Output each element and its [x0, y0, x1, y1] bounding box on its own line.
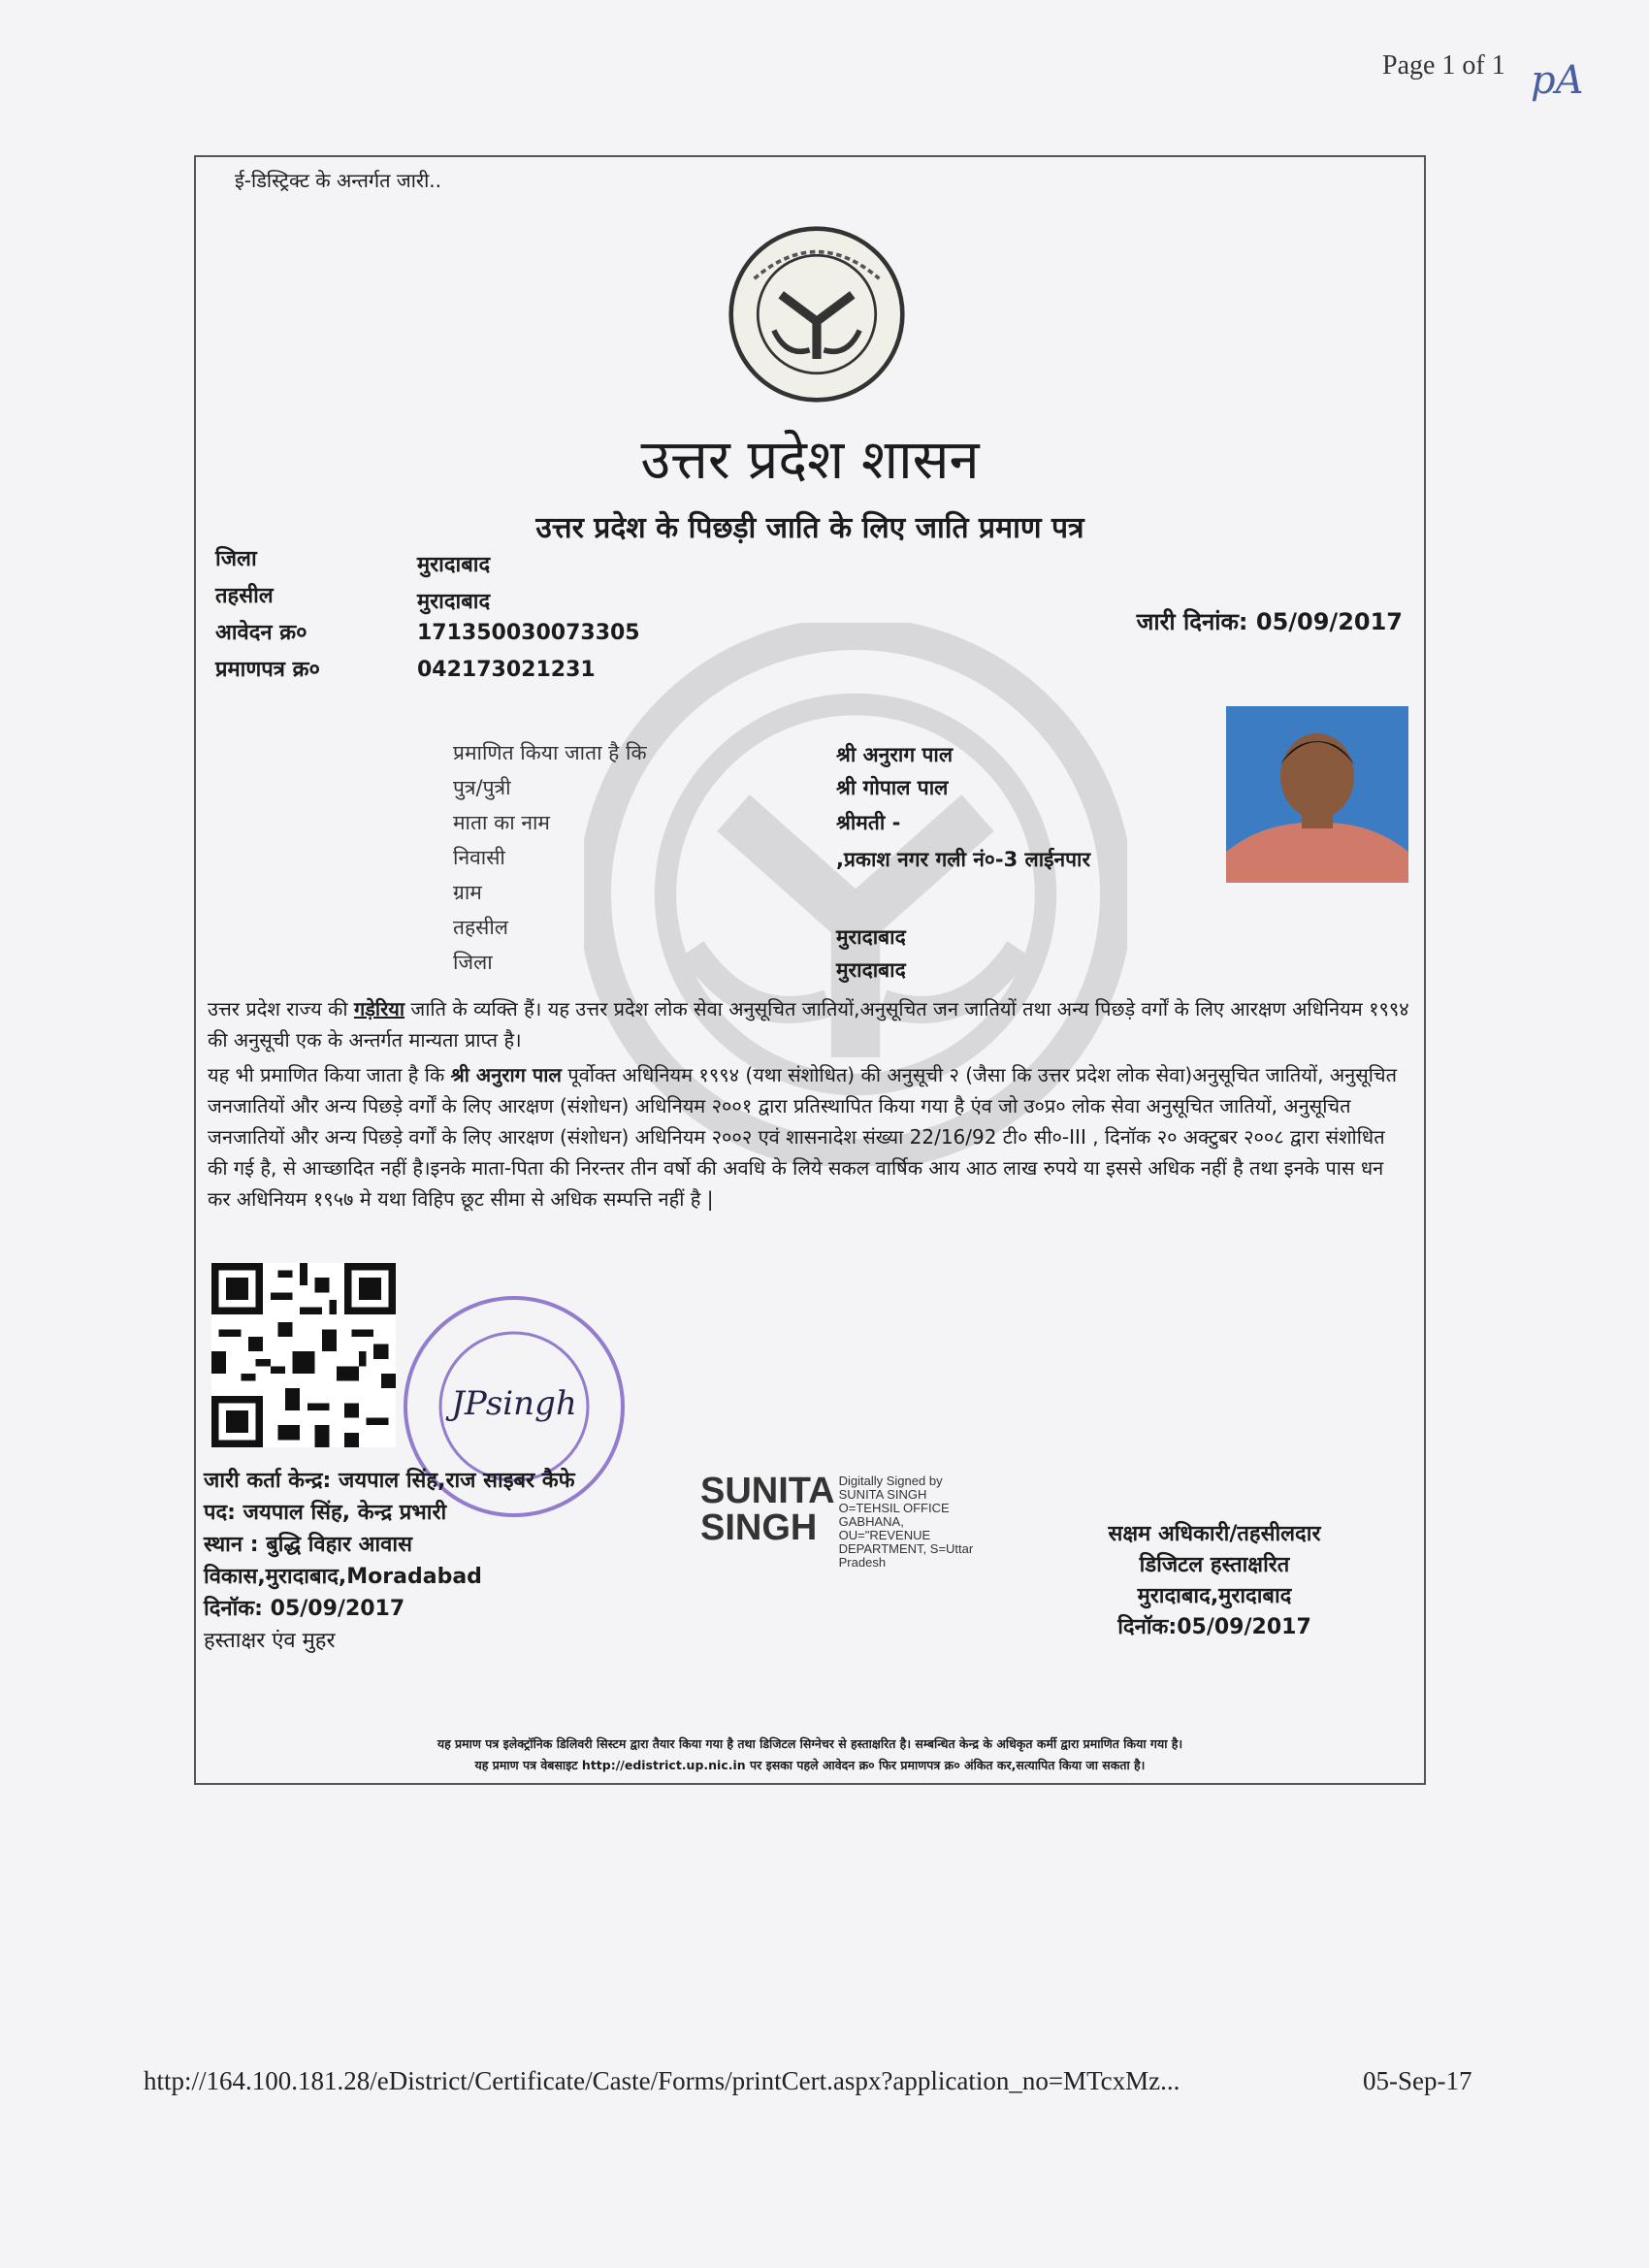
resident-address: ,प्रकाश नगर गली नं०-3 लाईनपार	[836, 848, 1091, 871]
applicant-photo	[1226, 706, 1408, 883]
certificate-no-label: प्रमाणपत्र क्र०	[215, 658, 320, 682]
officer-title: सक्षम अधिकारी/तहसीलदार	[1108, 1522, 1321, 1546]
application-no-label: आवेदन क्र०	[215, 621, 307, 645]
officer-place: मुरादाबाद,मुरादाबाद	[1137, 1584, 1292, 1608]
stamp-signature: JPsingh	[451, 1384, 577, 1423]
district-value: मुरादाबाद	[417, 553, 491, 577]
village-label: ग्राम	[453, 881, 482, 904]
parent-label: पुत्र/पुत्री	[453, 776, 511, 799]
certificate-no-value: 042173021231	[417, 658, 596, 682]
para1-start: उत्तर प्रदेश राज्य की	[208, 997, 354, 1021]
signature-detail: Digitally Signed by SUNITA SINGH O=TEHSIL OFFICE GABHANA, OU="REVENUE DEPARTMENT, S=Uttar Pradesh	[838, 1474, 974, 1570]
mother-label: माता का नाम	[453, 811, 550, 834]
mother-name: श्रीमती -	[836, 811, 901, 834]
officer-block	[1001, 1519, 1428, 1643]
tehsil-label: तहसील	[215, 584, 274, 608]
handwritten-mark: pA	[1531, 58, 1584, 103]
field-tehsil-value: मुरादाबाद	[836, 925, 906, 949]
disclaimer-line2: यह प्रमाण पत्र वेबसाइट http://edistrict.up.nic.in पर इसका पहले आवेदन क्र० फिर प्रमाणपत्र क्र० अंकित कर,सत्यापित किया जा सकता है।	[474, 1758, 1146, 1772]
signer-name-line1: SUNITA	[700, 1471, 835, 1511]
issuer-place: स्थान : बुद्धि विहार आवास विकास,मुरादाबाद,Moradabad	[204, 1533, 482, 1589]
certificate	[194, 155, 1426, 1785]
resident-label: निवासी	[453, 846, 505, 869]
officer-date: दिनॉक:05/09/2017	[1117, 1615, 1311, 1639]
creamy-layer-paragraph	[208, 1059, 1410, 1215]
father-name: श्री गोपाल पाल	[836, 776, 949, 799]
certificate-title: उत्तर प्रदेश शासन	[640, 429, 980, 492]
certify-label: प्रमाणित किया जाता है कि	[453, 741, 647, 764]
para2-end: पूर्वोक्त अधिनियम १९९४ (यथा संशोधित) की अनुसूची २ (जैसा कि उत्तर प्रदेश लोक सेवा)अनुसूचित जातियों, अनुसूचित जनजातियों और अन्य पिछड़े वर्गों के लिए आरक्षण (संशोधन) अधिनियम २००१ द्वारा प्रतिस्थापित किया गया है एंव जो उ०प्र० लोक सेवा अनुसूचित जातियों, अनुसूचित जनजातियों और अन्य पिछड़े वर्गों के लिए आरक्षण (संशोधन) अधिनियम २००२ एवं शासनादेश संख्या 22/16/92 टी० सी०-III , दिनॉक २० अक्टुबर २००८ द्वारा संशोधित की गई है, से आच्छादित नहीं है।इनके माता-पिता की निरन्तर तीन वर्षो की अवधि के लिये सकल वार्षिक आय आठ लाख रुपये या इससे अधिक नहीं है तथा इनके पास धन कर अधिनियम १९५७ मे यथा विहिप छूट सीमा से अधिक सम्पत्ति नहीं है |	[208, 1063, 1398, 1211]
page-number: Page 1 of 1	[1382, 50, 1505, 81]
issue-date: जारी दिनांक: 05/09/2017	[1136, 608, 1403, 635]
applicant-name: श्री अनुराग पाल	[836, 743, 954, 766]
issuer-post: पद: जयपाल सिंह, केन्द्र प्रभारी	[204, 1501, 447, 1525]
issuer-block	[204, 1465, 660, 1657]
para2-start: यह भी प्रमाणित किया जाता है कि	[208, 1063, 451, 1086]
signer-name-line2: SINGH	[700, 1507, 818, 1548]
issuer-date: दिनॉक: 05/09/2017	[204, 1597, 405, 1621]
officer-signed: डिजिटल हस्ताक्षरित	[1139, 1553, 1290, 1577]
up-state-emblem-icon	[728, 225, 906, 404]
qr-code	[211, 1263, 396, 1447]
field-district-label: जिला	[453, 951, 493, 974]
digital-signature	[700, 1473, 975, 1570]
caste-name: गड़ेरिया	[353, 997, 405, 1021]
para1-end: जाति के व्यक्ति हैं। यह उत्तर प्रदेश लोक सेवा अनुसूचित जातियों,अनुसूचित जन जातियों तथा अन्य पिछड़े वर्गों के लिए आरक्षण अधिनियम १९९४ की अनुसूची एक के अन्तर्गत मान्यता प्राप्त है।	[208, 997, 1409, 1052]
field-tehsil-label: तहसील	[453, 916, 508, 939]
sign-and-seal: हस्ताक्षर एंव मुहर	[204, 1629, 336, 1653]
field-district-value: मुरादाबाद	[836, 958, 906, 982]
disclaimer-line1: यह प्रमाण पत्र इलेक्ट्रॉनिक डिलिवरी सिस्टम द्वारा तैयार किया गया है तथा डिजिटल सिग्नेचर से हस्ताक्षरित है। सम्बन्धित केन्द्र के अधिकृत कर्मी द्वारा प्रमाणित किया गया है।	[436, 1736, 1183, 1751]
certificate-body	[208, 993, 1410, 1215]
issued-under-text: ई-डिस्ट्रिक्ट के अन्तर्गत जारी..	[235, 169, 441, 192]
certificate-subtitle: उत्तर प्रदेश के पिछड़ी जाति के लिए जाति प्रमाण पत्र	[535, 511, 1084, 545]
district-label: जिला	[215, 547, 257, 571]
tehsil-value: मुरादाबाद	[417, 590, 491, 614]
footer-url: http://164.100.181.28/eDistrict/Certificate/Caste/Forms/printCert.aspx?application_no=MTcxMz...	[144, 2066, 1180, 2095]
para2-applicant-name: श्री अनुराग पाल	[450, 1063, 562, 1086]
application-no-value: 171350030073305	[417, 621, 640, 645]
footer-date: 05-Sep-17	[1363, 2066, 1472, 2095]
disclaimer	[196, 1733, 1424, 1776]
caste-paragraph	[208, 993, 1410, 1055]
issuing-center: जारी कर्ता केन्द्र: जयपाल सिंह,राज साइबर कैफे	[204, 1469, 575, 1493]
